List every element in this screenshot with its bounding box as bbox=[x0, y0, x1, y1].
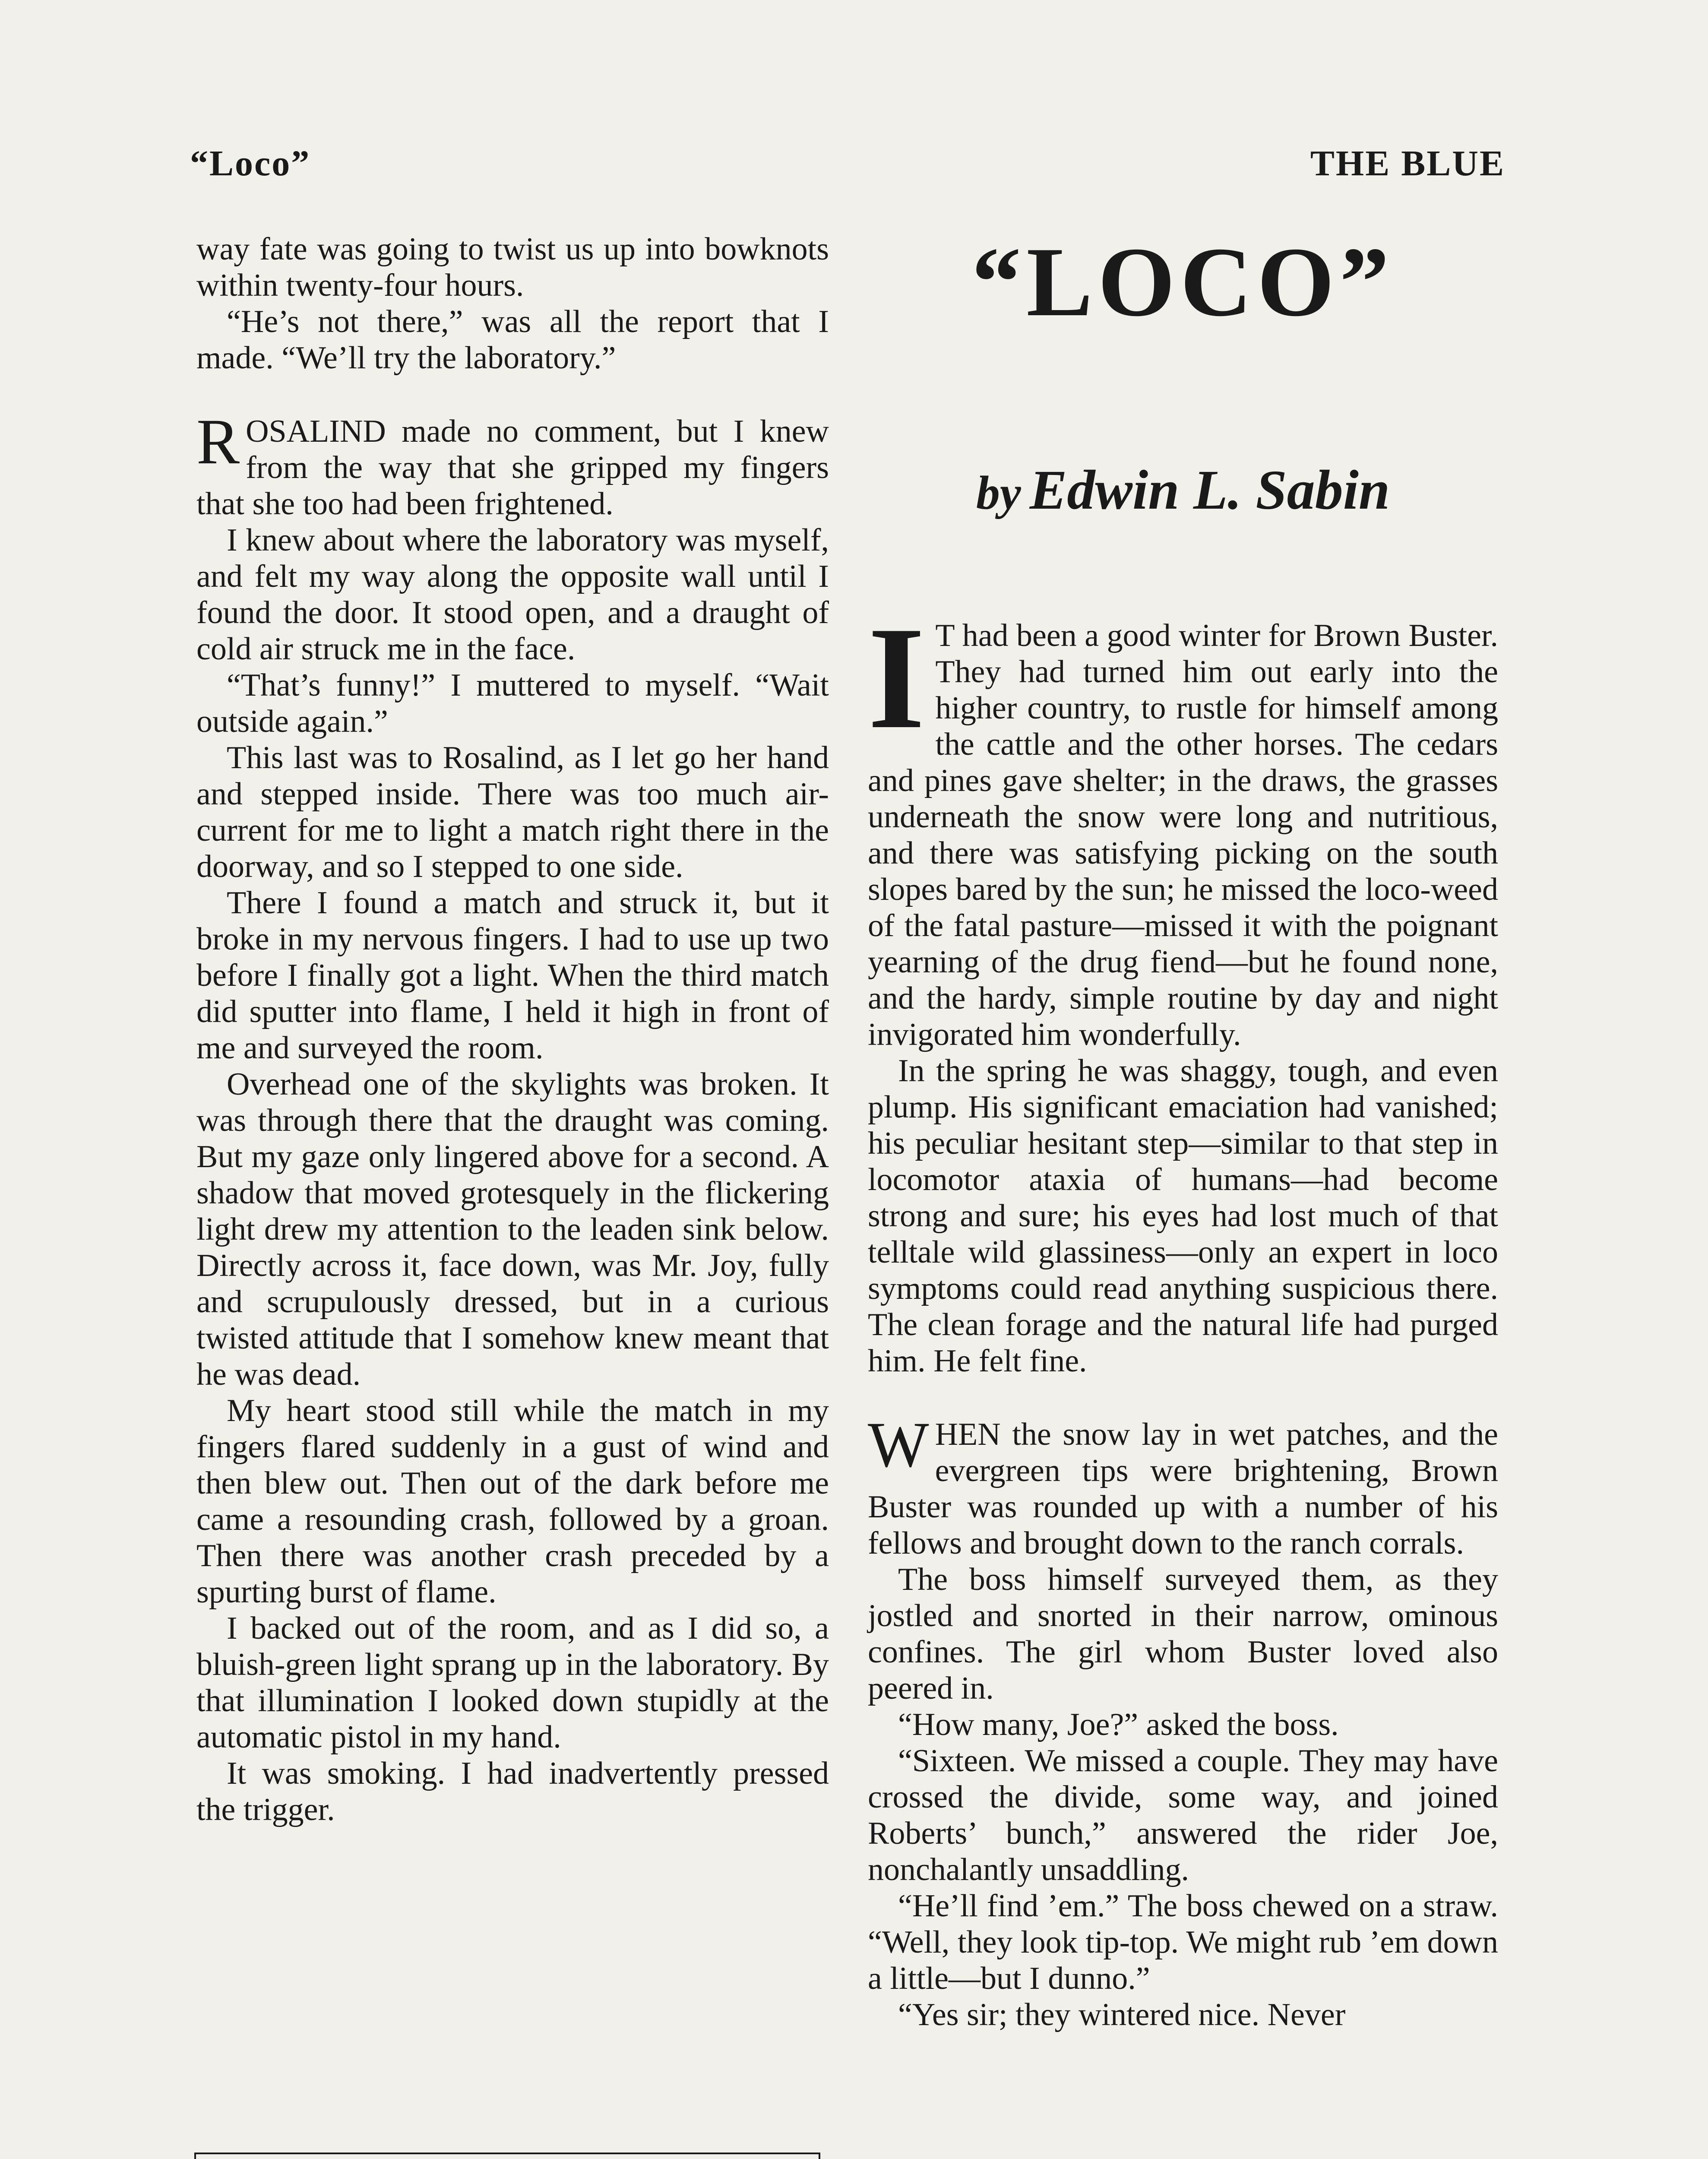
right-column bbox=[868, 596, 1498, 2033]
paragraph-text: OSALIND made no comment, but I knew from the way that she gripped my fingers that she too had been frightened. bbox=[196, 414, 829, 522]
paragraph: In the spring he was shaggy, tough, and even plump. His significant emaciation had vanished; his peculiar hesitant step—similar to that step in locomotor ataxia of humans—had become strong and sure; his eyes had lost much of that telltale wild glassiness—only an expert in loco symptoms could read anything suspicious there. The clean forage and the natural life had purged him. He felt fine. bbox=[868, 1053, 1498, 1379]
paragraph-dropcap bbox=[868, 596, 1498, 1053]
byline-by: by bbox=[976, 466, 1021, 519]
next-issue-box bbox=[194, 2153, 820, 2159]
paragraph: The boss himself surveyed them, as they jostled and snorted in their narrow, ominous confines. The girl whom Buster loved also peered in. bbox=[868, 1562, 1498, 1706]
paragraph: My heart stood still while the match in my fingers flared suddenly in a gust of wind and then blew out. Then out of the dark before me came a resounding crash, followed by a groan. Then there was another crash preceded by a spurting burst of flame. bbox=[196, 1393, 829, 1610]
running-head-title: “Loco” bbox=[190, 143, 311, 184]
paragraph: “Sixteen. We missed a couple. They may have crossed the divide, some way, and joined Roberts’ bunch,” answered the rider Joe, nonchalantly unsaddling. bbox=[868, 1743, 1498, 1887]
drop-cap: I bbox=[868, 596, 925, 759]
paragraph: I backed out of the room, and as I did so, a bluish-green light sprang up in the laboratory. By that illumination I looked down stupidly at the automatic pistol in my hand. bbox=[196, 1611, 829, 1755]
paragraph: “How many, Joe?” asked the boss. bbox=[898, 1707, 1339, 1742]
paragraph-text: HEN the snow lay in wet patches, and the evergreen tips were brightening, Brown Buster was rounded up with a number of his fellows and brought down to the ranch corrals. bbox=[868, 1417, 1498, 1561]
paragraph-text: T had been a good winter for Brown Buster. They had turned him out early into the higher country, to rustle for himself among the cattle and the other horses. The cedars and pines gave shelter; in the draws, the grasses underneath the snow were long and nutritious, and there was satisfying picking on the south slopes bared by the sun; he missed the loco-weed of the fatal pasture—missed it with the poignant yearning of the drug fiend—but he found none, and the hardy, simple routine by day and night invigorated him wonderfully. bbox=[868, 618, 1498, 1052]
paragraph: Overhead one of the skylights was broken. It was through there that the draught was coming. But my gaze only lingered above for a second. A shadow that moved grotesquely in the flickering light drew my attention to the leaden sink below. Directly across it, face down, was Mr. Joy, fully and scrupulously dressed, but in a curious twisted attitude that I somehow knew meant that he was dead. bbox=[196, 1067, 829, 1392]
paragraph-dropcap bbox=[196, 406, 829, 522]
paragraph: It was smoking. I had inadvertently pressed the trigger. bbox=[196, 1756, 829, 1827]
paragraph-dropcap bbox=[868, 1409, 1498, 1561]
byline-author: Edwin L. Sabin bbox=[1029, 459, 1390, 521]
paragraph: There I found a match and struck it, but it broke in my nervous fingers. I had to use up two before I finally got a light. When the third match did sputter into flame, I held it high in front of me and surveyed the room. bbox=[196, 885, 829, 1066]
running-head-magazine: THE BLUE bbox=[1310, 143, 1505, 184]
left-column bbox=[196, 231, 829, 1828]
byline bbox=[868, 458, 1498, 522]
drop-cap: W bbox=[868, 1409, 929, 1481]
paragraph: “Yes sir; they wintered nice. Never bbox=[898, 1997, 1346, 2032]
paragraph: “That’s funny!” I muttered to myself. “Wait outside again.” bbox=[196, 668, 829, 739]
paragraph: “He’s not there,” was all the report that I made. “We’ll try the laboratory.” bbox=[196, 304, 829, 376]
paragraph: I knew about where the laboratory was myself, and felt my way along the opposite wall until I found the door. It stood open, and a draught of cold air struck me in the face. bbox=[196, 522, 829, 667]
drop-cap: R bbox=[196, 406, 240, 478]
paragraph: way fate was going to twist us up into bowknots within twenty-four hours. bbox=[196, 231, 829, 303]
paragraph: This last was to Rosalind, as I let go her hand and stepped inside. There was too much air-current for me to light a match right there in the doorway, and so I stepped to one side. bbox=[196, 740, 829, 884]
story-title: “LOCO” bbox=[971, 227, 1395, 337]
paragraph: “He’ll find ’em.” The boss chewed on a straw. “Well, they look tip-top. We might rub ’em down a little—but I dunno.” bbox=[868, 1888, 1498, 1996]
